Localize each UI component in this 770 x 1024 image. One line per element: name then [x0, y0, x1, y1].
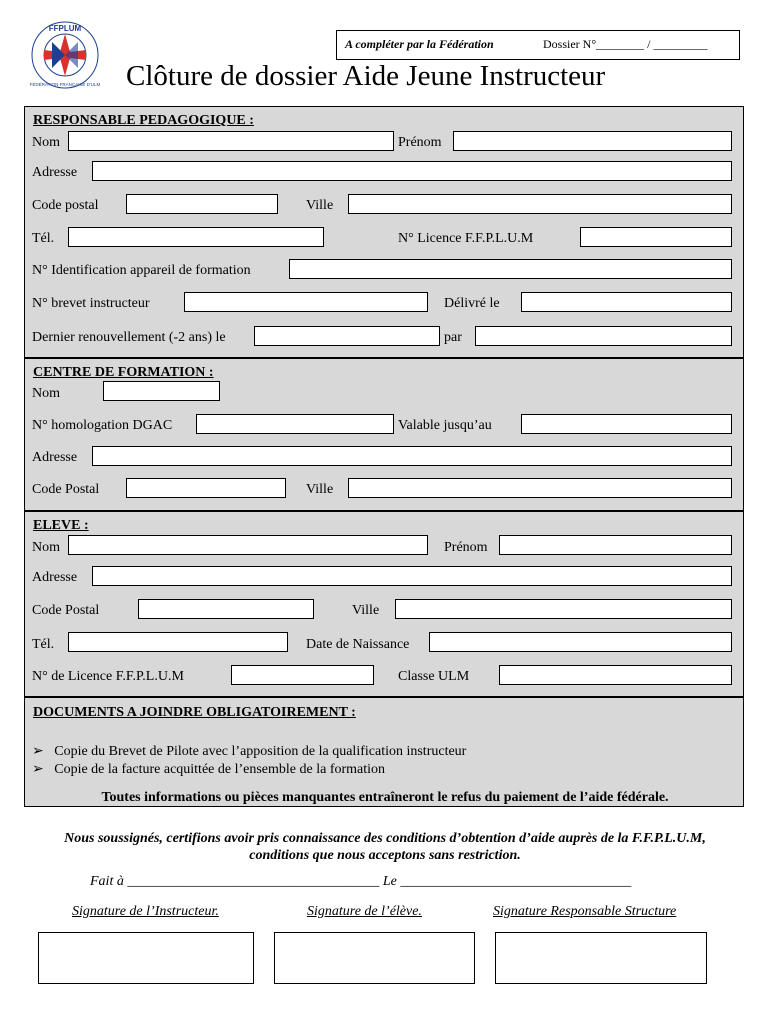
field-eleve-tel[interactable]: [68, 632, 288, 652]
field-identification[interactable]: [289, 259, 732, 279]
label-par: par: [444, 330, 462, 345]
label-licence: N° Licence F.F.P.L.U.M: [398, 231, 534, 246]
section-title-centre: CENTRE DE FORMATION :: [33, 365, 214, 380]
page-title: Clôture de dossier Aide Jeune Instructeur: [126, 60, 606, 92]
label-tel: Tél.: [32, 231, 55, 246]
logo-ring-text: FÉDÉRATION FRANÇAISE D'ULM: [30, 82, 100, 87]
bullet-arrow-icon: ➢: [32, 744, 44, 759]
signature-eleve-label: Signature de l’élève.: [307, 904, 422, 919]
label-eleve-nom: Nom: [32, 540, 60, 555]
label-brevet: N° brevet instructeur: [32, 296, 150, 311]
field-brevet[interactable]: [184, 292, 428, 312]
label-adresse: Adresse: [32, 165, 78, 180]
signature-instructeur-box[interactable]: [38, 932, 254, 984]
logo-text: FFPLUM: [48, 24, 82, 33]
field-eleve-code-postal[interactable]: [138, 599, 314, 619]
declaration-line-2: conditions que nous acceptons sans restriction.: [249, 848, 521, 863]
field-classe[interactable]: [499, 665, 732, 685]
field-eleve-adresse[interactable]: [92, 566, 732, 586]
field-naissance[interactable]: [429, 632, 732, 652]
ffplum-logo: [30, 20, 100, 90]
signature-eleve-box[interactable]: [274, 932, 475, 984]
label-prenom: Prénom: [398, 135, 442, 150]
document-item: [32, 743, 466, 760]
label-eleve-ville: Ville: [352, 603, 380, 618]
label-valable: Valable jusqu’au: [398, 418, 492, 433]
label-identification: N° Identification appareil de formation: [32, 263, 251, 278]
section-title-documents: DOCUMENTS A JOINDRE OBLIGATOIREMENT :: [33, 705, 356, 720]
field-centre-code-postal[interactable]: [126, 478, 286, 498]
label-nom: Nom: [32, 135, 60, 150]
field-valable[interactable]: [521, 414, 732, 434]
field-ville[interactable]: [348, 194, 732, 214]
section-title-eleve: ELEVE :: [33, 518, 89, 533]
field-prenom[interactable]: [453, 131, 732, 151]
label-eleve-code-postal: Code Postal: [32, 603, 100, 618]
field-renouvellement[interactable]: [254, 326, 440, 346]
fait-a-le-line[interactable]: Fait à ____________________________________ Le _________________________________: [90, 874, 632, 889]
field-centre-adresse[interactable]: [92, 446, 732, 466]
label-eleve-tel: Tél.: [32, 637, 55, 652]
document-item-text: Copie du Brevet de Pilote avec l’apposition de la qualification instructeur: [54, 744, 467, 759]
dossier-number-field[interactable]: Dossier N°________ / _________: [543, 37, 708, 51]
field-eleve-ville[interactable]: [395, 599, 732, 619]
label-renouvellement: Dernier renouvellement (-2 ans) le: [32, 330, 226, 345]
field-centre-ville[interactable]: [348, 478, 732, 498]
field-delivre[interactable]: [521, 292, 732, 312]
signature-instructeur-label: Signature de l’Instructeur.: [72, 904, 219, 919]
field-code-postal[interactable]: [126, 194, 278, 214]
federation-label: A compléter par la Fédération: [345, 37, 494, 51]
federation-box: [336, 30, 740, 60]
label-eleve-prenom: Prénom: [444, 540, 488, 555]
label-eleve-adresse: Adresse: [32, 570, 78, 585]
label-classe: Classe ULM: [398, 669, 470, 684]
document-item: [32, 761, 385, 778]
signature-responsable-box[interactable]: [495, 932, 707, 984]
field-centre-nom[interactable]: [103, 381, 220, 401]
label-centre-ville: Ville: [306, 482, 334, 497]
label-centre-adresse: Adresse: [32, 450, 78, 465]
document-item-text: Copie de la facture acquittée de l’ensemble de la formation: [54, 762, 386, 777]
field-adresse[interactable]: [92, 161, 732, 181]
bullet-arrow-icon: ➢: [32, 762, 44, 777]
label-centre-nom: Nom: [32, 386, 60, 401]
label-delivre: Délivré le: [444, 296, 500, 311]
field-nom[interactable]: [68, 131, 394, 151]
label-centre-code-postal: Code Postal: [32, 482, 100, 497]
field-licence[interactable]: [580, 227, 732, 247]
label-naissance: Date de Naissance: [306, 637, 410, 652]
label-code-postal: Code postal: [32, 198, 99, 213]
field-eleve-licence[interactable]: [231, 665, 374, 685]
label-ville: Ville: [306, 198, 334, 213]
field-eleve-nom[interactable]: [68, 535, 428, 555]
signature-responsable-label: Signature Responsable Structure: [493, 904, 677, 919]
missing-documents-warning: Toutes informations ou pièces manquantes entraîneront le refus du paiement de l’aide fédérale.: [101, 790, 669, 805]
field-tel[interactable]: [68, 227, 324, 247]
section-title-responsable: RESPONSABLE PEDAGOGIQUE :: [33, 113, 254, 128]
label-homologation: N° homologation DGAC: [32, 418, 173, 433]
field-homologation[interactable]: [196, 414, 394, 434]
label-eleve-licence: N° de Licence F.F.P.L.U.M: [32, 669, 184, 684]
field-eleve-prenom[interactable]: [499, 535, 732, 555]
declaration-line-1: Nous soussignés, certifions avoir pris connaissance des conditions d’obtention d’aide auprès de la F.F.P.L.U.M,: [64, 831, 706, 846]
field-par[interactable]: [475, 326, 732, 346]
